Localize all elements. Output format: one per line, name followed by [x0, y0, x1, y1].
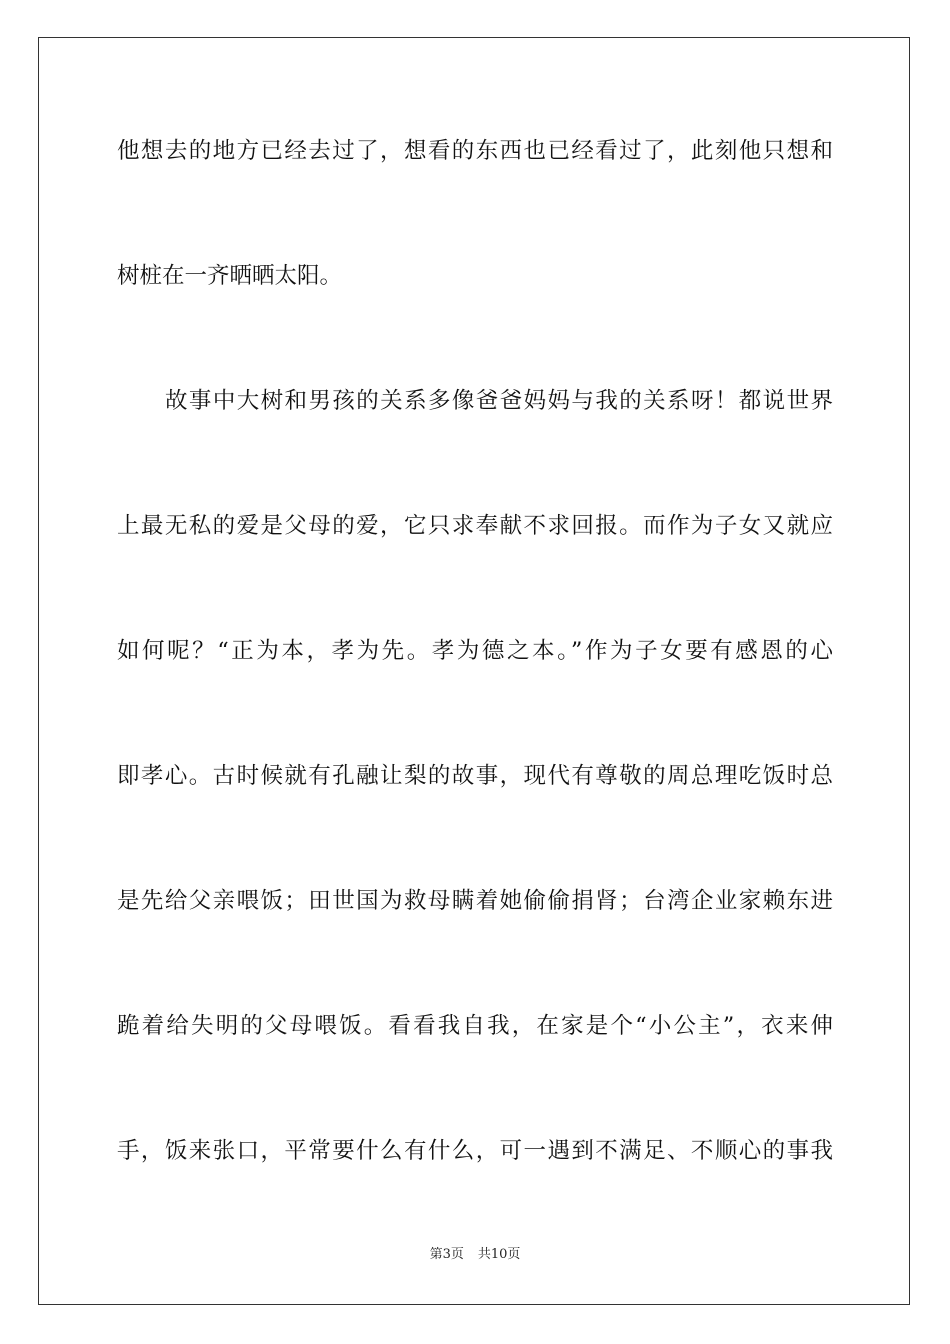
text-line: 如何呢？“正为本，孝为先。孝为德之本。”作为子女要有感恩的心 [117, 638, 833, 664]
page-number: 第3页 [429, 1247, 464, 1262]
text-line: 树桩在一齐晒晒太阳。 [117, 263, 343, 289]
text-line: 是先给父亲喂饭；田世国为救母瞒着她偷偷捐肾；台湾企业家赖东进 [117, 888, 833, 914]
text-line: 手，饭来张口，平常要什么有什么，可一遇到不满足、不顺心的事我 [117, 1138, 833, 1164]
page-border [38, 37, 910, 1305]
text-line: 跪着给失明的父母喂饭。看看我自我，在家是个“小公主”，衣来伸 [117, 1013, 833, 1039]
page-footer [0, 1247, 950, 1263]
page-total: 共10页 [477, 1247, 521, 1262]
text-line: 即孝心。古时候就有孔融让梨的故事，现代有尊敬的周总理吃饭时总 [117, 763, 833, 789]
text-line: 他想去的地方已经去过了，想看的东西也已经看过了，此刻他只想和 [117, 138, 833, 164]
text-line: 上最无私的爱是父母的爱，它只求奉献不求回报。而作为子女又就应 [117, 513, 833, 539]
paragraph-first-line: 故事中大树和男孩的关系多像爸爸妈妈与我的关系呀！都说世界 [165, 388, 833, 414]
